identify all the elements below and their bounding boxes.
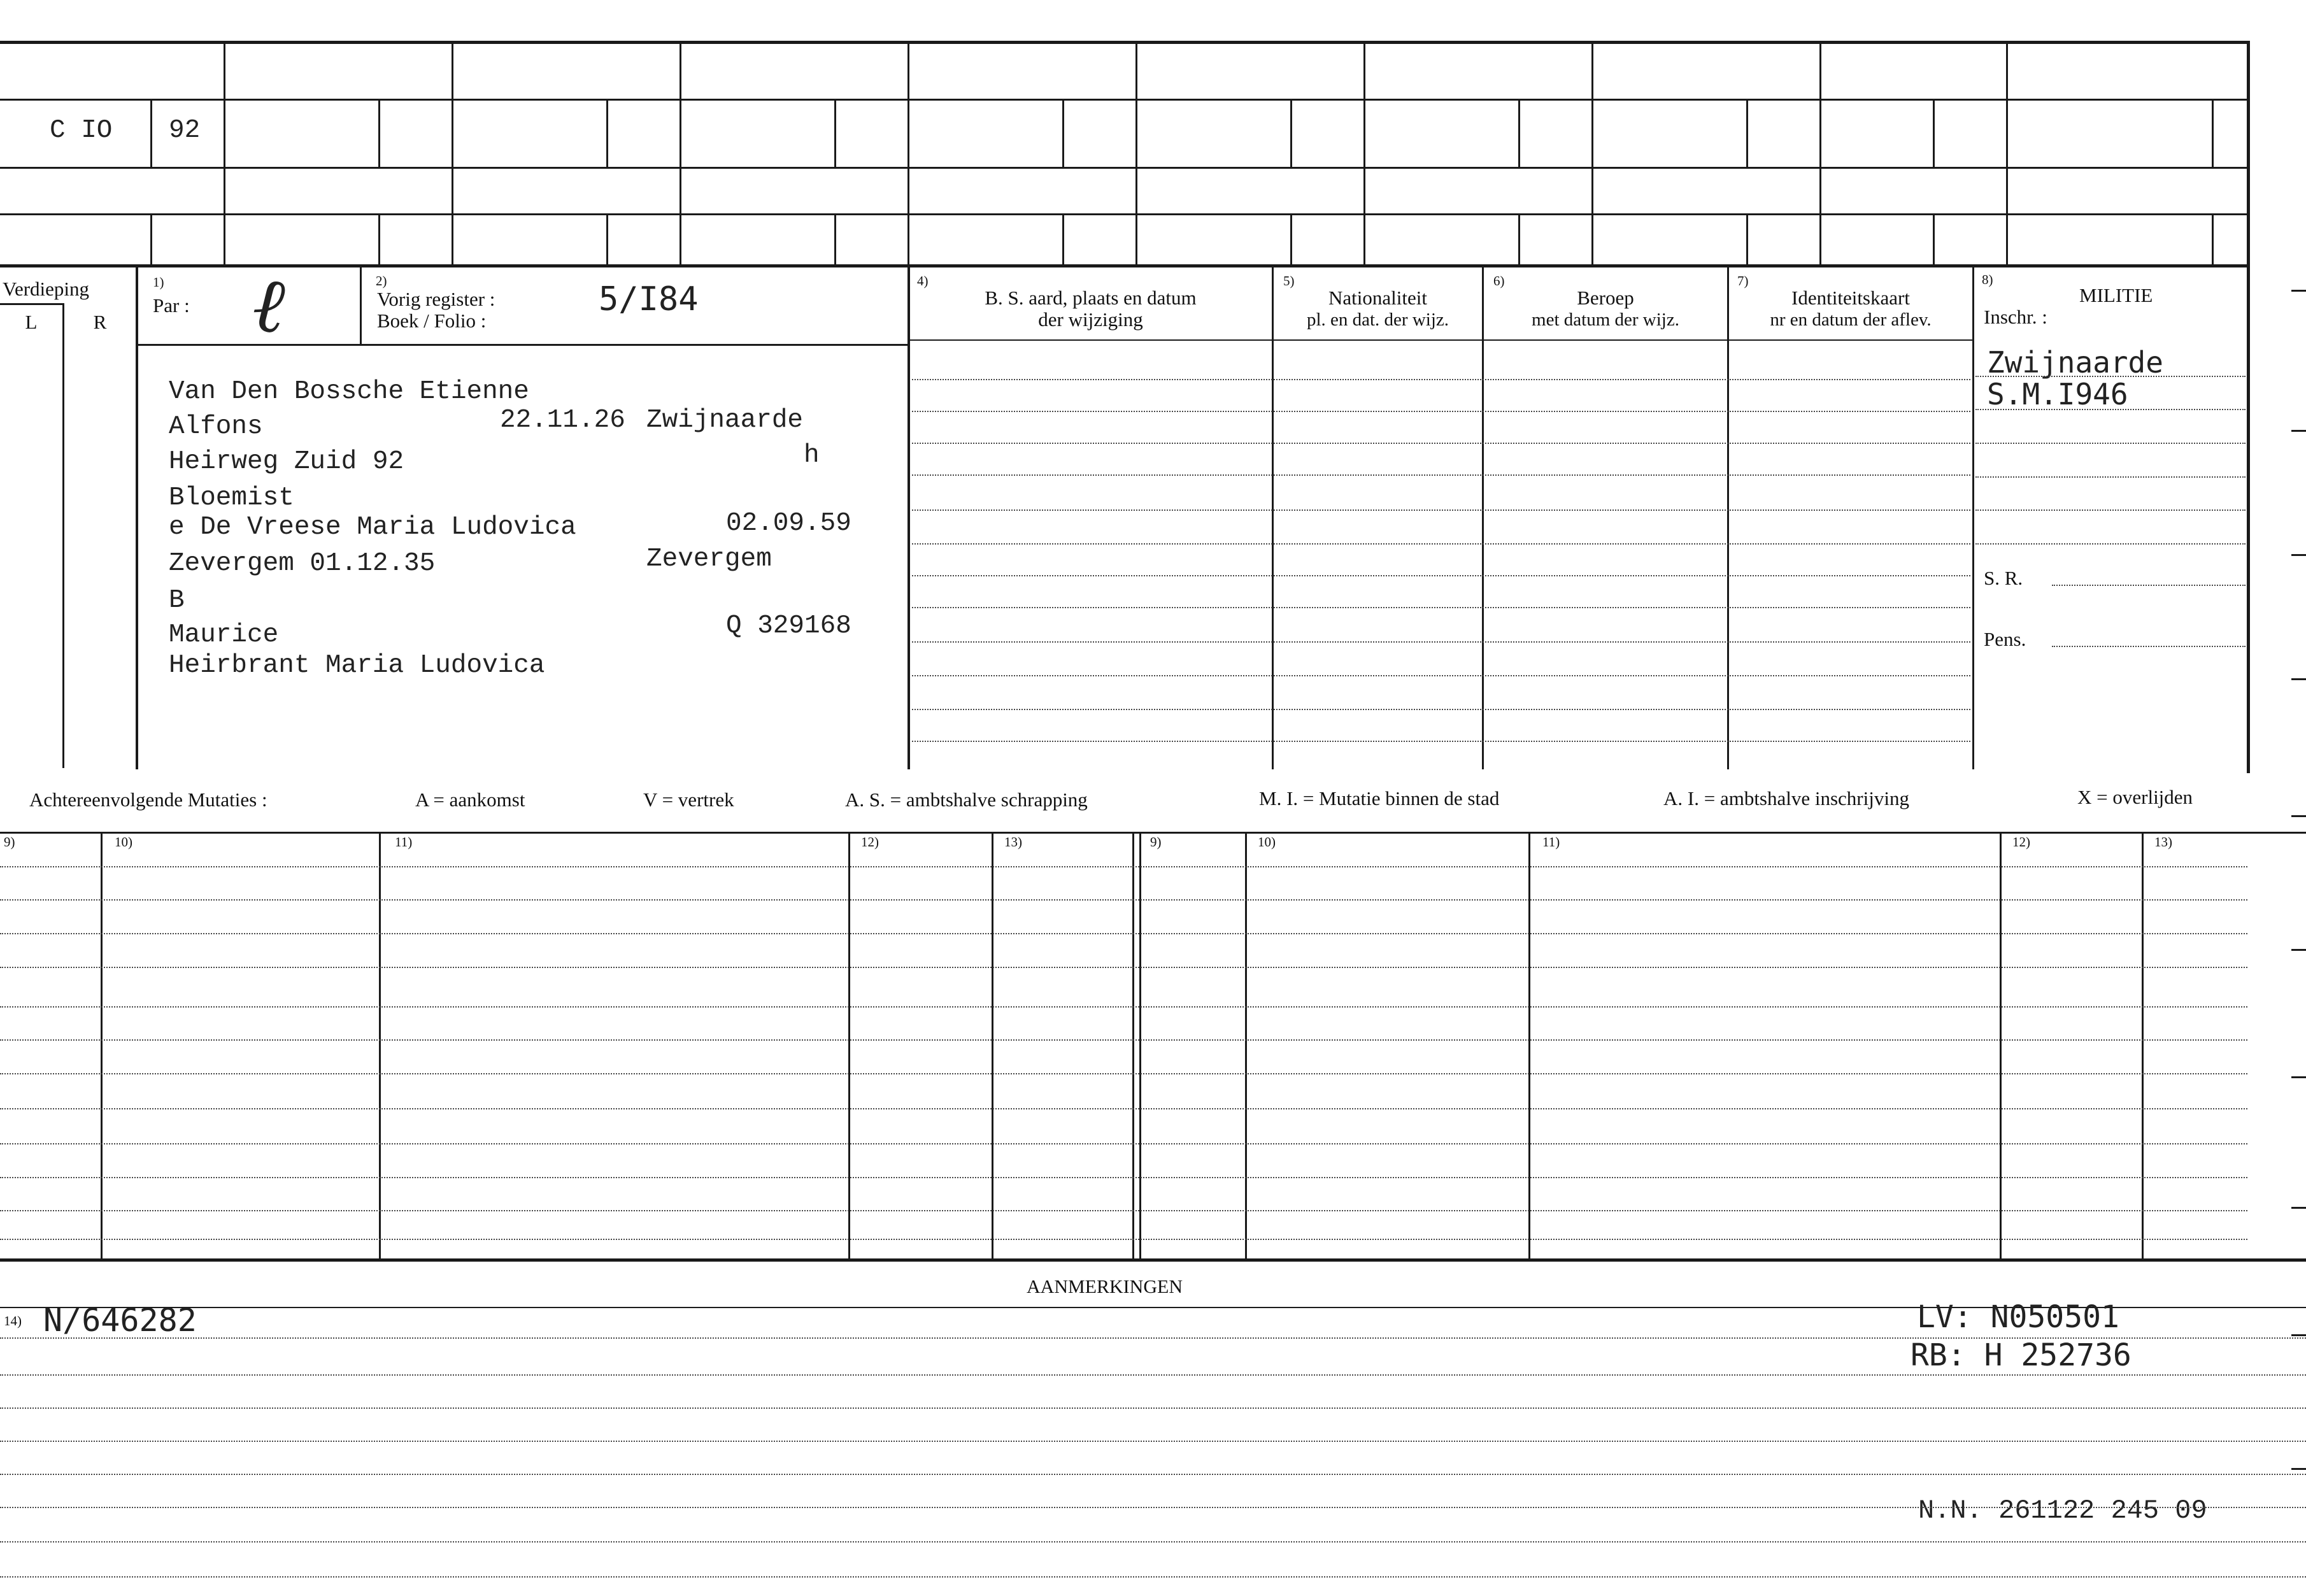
col-line <box>360 266 362 346</box>
edge-tick <box>2291 1076 2306 1078</box>
mut-row-line <box>0 1177 2247 1178</box>
grid-row-line <box>0 213 2248 215</box>
edge-tick <box>2291 290 2306 292</box>
col6-line2: met datum der wijz. <box>1532 310 1679 330</box>
pens-label: Pens. <box>1984 628 2026 650</box>
mut-row-line <box>0 1239 2247 1240</box>
c-code: C IO <box>50 116 113 145</box>
remarks-line <box>0 1407 2306 1409</box>
grid-minor-line <box>1062 99 1064 167</box>
grid-minor-line <box>1518 213 1520 264</box>
militia-line <box>1975 443 2246 444</box>
spouse: e De Vreese Maria Ludovica <box>169 513 576 542</box>
col6-line1: Beroep <box>1577 287 1634 309</box>
grid-minor-line <box>834 99 836 167</box>
mut-col-11: 11) <box>395 834 413 850</box>
col5-number: 5) <box>1283 273 1295 289</box>
rb-number: RB: H 252736 <box>1911 1337 2132 1373</box>
grid-minor-line <box>1933 213 1935 264</box>
edge-tick <box>2291 1334 2306 1336</box>
militia-line <box>1975 509 2246 511</box>
mut-row-line <box>0 967 2247 968</box>
entry-line <box>912 641 1970 643</box>
nn-number: N.N. 261122 245 09 <box>1918 1495 2207 1526</box>
mut-row-line <box>0 899 2247 901</box>
grid-minor-line <box>1933 99 1935 167</box>
grid-col-line <box>2006 41 2008 265</box>
mut-col-line <box>379 832 381 1261</box>
grid-minor-line <box>606 99 608 167</box>
grid-minor-line <box>150 99 152 167</box>
remarks-line <box>0 1576 2306 1578</box>
mut-col-12: 12) <box>861 834 879 850</box>
grid-minor-line <box>606 213 608 264</box>
edge-tick <box>2291 949 2306 951</box>
legend-inschrijving: A. I. = ambtshalve inschrijving <box>1663 787 1909 809</box>
entry-line <box>912 411 1970 412</box>
header-bottom <box>909 339 1974 341</box>
militia-line <box>1975 543 2246 545</box>
remarks-top-rule <box>0 1258 2306 1262</box>
mut-col-line <box>1245 832 1247 1261</box>
pens-line <box>2052 646 2246 647</box>
remarks-line <box>0 1541 2306 1543</box>
grid-minor-line <box>378 213 380 264</box>
mut-col-line <box>2000 832 2002 1261</box>
entry-line <box>912 575 1970 576</box>
header-divider <box>0 303 62 305</box>
person-firstname2: Alfons <box>169 412 263 441</box>
col4-line1: B. S. aard, plaats en datum <box>985 287 1197 309</box>
militia-line <box>1975 376 2246 377</box>
entry-line <box>912 509 1970 511</box>
mut-col-line <box>101 832 103 1261</box>
par-mark: ℓ <box>241 258 299 353</box>
grid-col-line <box>1363 41 1365 265</box>
grid-minor-line <box>378 99 380 167</box>
mother: Heirbrant Maria Ludovica <box>169 651 545 680</box>
remarks-line <box>0 1337 2306 1339</box>
militia-place: Zwijnaarde <box>1987 345 2163 380</box>
militie-label: MILITIE <box>2079 284 2153 306</box>
mut-col-13: 13) <box>1004 834 1022 850</box>
legend-aankomst: A = aankomst <box>415 788 525 811</box>
sr-label: S. R. <box>1984 567 2023 589</box>
marriage-place: Zevergem <box>646 545 772 574</box>
spouse-birth: Zevergem 01.12.35 <box>169 549 436 578</box>
col1-number: 1) <box>153 274 164 290</box>
militia-line <box>1975 409 2246 410</box>
militia-line <box>1975 476 2246 478</box>
sr-line <box>2052 585 2246 586</box>
grid-minor-line <box>1746 99 1748 167</box>
grid-col-line <box>1591 41 1593 265</box>
col8-number: 8) <box>1982 272 1993 287</box>
entry-line <box>912 379 1970 380</box>
mut-row-line <box>0 1039 2247 1041</box>
militia-sm: S.M.I946 <box>1987 377 2128 411</box>
col-line <box>1972 266 1974 769</box>
mut-col-line-double <box>1132 832 1134 1261</box>
c-number: 92 <box>169 116 201 145</box>
mut-row-line <box>0 1210 2247 1211</box>
legend-mutatie: M. I. = Mutatie binnen de stad <box>1259 787 1500 809</box>
mark-h: h <box>804 441 820 470</box>
mut-col-11b: 11) <box>1542 834 1560 850</box>
grid-minor-line <box>2212 213 2214 264</box>
grid-minor-line <box>834 213 836 264</box>
edge-tick <box>2291 554 2306 556</box>
col7-line2: nr en datum der aflev. <box>1770 310 1932 330</box>
mut-row-line <box>0 1143 2247 1144</box>
col-line <box>1482 266 1484 769</box>
col6-number: 6) <box>1493 273 1505 289</box>
remarks-line <box>0 1474 2306 1475</box>
edge-tick <box>2291 678 2306 680</box>
col-line <box>1727 266 1729 769</box>
col4-number: 4) <box>917 273 929 289</box>
grid-minor-line <box>2212 99 2214 167</box>
marriage-date: 02.09.59 <box>726 509 851 538</box>
mut-col-line <box>992 832 993 1261</box>
grid-minor-line <box>1518 99 1520 167</box>
entry-line <box>912 474 1970 476</box>
par-label: Par : <box>153 294 190 317</box>
verdieping-label: Verdieping <box>3 278 90 300</box>
right-border <box>2247 41 2250 773</box>
mut-row-line <box>0 866 2247 867</box>
entry-line <box>912 741 1970 742</box>
grid-col-line <box>1819 41 1821 265</box>
id-number: Q 329168 <box>726 611 851 641</box>
mark-b: B <box>169 586 185 615</box>
grid-minor-line <box>1290 99 1292 167</box>
legend-vertrek: V = vertrek <box>643 788 734 811</box>
grid-minor-line <box>1746 213 1748 264</box>
mut-col-9: 9) <box>4 834 15 850</box>
edge-tick <box>2291 1468 2306 1470</box>
grid-minor-line <box>1290 213 1292 264</box>
mut-col-13b: 13) <box>2154 834 2172 850</box>
col4-line2: der wijziging <box>1038 308 1143 331</box>
mut-col-line-double <box>1139 832 1141 1261</box>
father: Maurice <box>169 620 279 650</box>
entry-line <box>912 443 1970 444</box>
remarks-number: 14) <box>4 1313 22 1329</box>
address: Heirweg Zuid 92 <box>169 447 404 476</box>
mut-col-line <box>1528 832 1530 1261</box>
mut-col-12b: 12) <box>2012 834 2030 850</box>
entry-line <box>912 543 1970 545</box>
mut-col-9b: 9) <box>1150 834 1162 850</box>
col7-line1: Identiteitskaart <box>1791 287 1910 309</box>
verdieping-l: L <box>25 311 38 333</box>
grid-col-line <box>907 41 909 265</box>
mut-col-10: 10) <box>115 834 132 850</box>
grid-minor-line <box>150 213 152 264</box>
data-box-right <box>907 266 910 769</box>
birth-place: Zwijnaarde <box>646 406 804 435</box>
grid-row-line <box>0 99 2248 101</box>
col5-line1: Nationaliteit <box>1328 287 1427 309</box>
edge-tick <box>2291 430 2306 432</box>
col-line <box>1272 266 1274 769</box>
grid-col-line <box>224 41 225 265</box>
grid-minor-line <box>1062 213 1064 264</box>
legend-overlijden: X = overlijden <box>2077 786 2193 808</box>
profession: Bloemist <box>169 483 294 513</box>
entry-line <box>912 709 1970 710</box>
verdieping-r: R <box>93 311 107 333</box>
lv-number: LV: N050501 <box>1917 1299 2119 1335</box>
col2-number: 2) <box>376 273 387 289</box>
mutations-top-rule <box>0 832 2306 834</box>
entry-line <box>912 607 1970 608</box>
grid-col-line <box>1135 41 1137 265</box>
register-value: 5/I84 <box>599 280 699 318</box>
col-left-edge <box>136 266 138 769</box>
entry-line <box>912 675 1970 676</box>
grid-col-line <box>680 41 681 265</box>
grid-row-line <box>0 264 2248 267</box>
legend-schrapping: A. S. = ambtshalve schrapping <box>845 788 1088 811</box>
vorig-register-label: Vorig register : <box>377 288 495 310</box>
grid-col-line <box>452 41 453 265</box>
edge-tick <box>2291 815 2306 817</box>
remarks-title: AANMERKINGEN <box>1027 1276 1183 1297</box>
edge-tick <box>2291 1207 2306 1209</box>
lr-split <box>62 303 64 768</box>
birth-date: 22.11.26 <box>500 406 625 435</box>
mut-row-line <box>0 1006 2247 1008</box>
top-rule <box>0 41 2249 44</box>
mut-row-line <box>0 933 2247 934</box>
mut-row-line <box>0 1108 2247 1109</box>
col5-line2: pl. en dat. der wijz. <box>1306 310 1449 330</box>
mut-col-10b: 10) <box>1258 834 1276 850</box>
grid-row-line <box>0 167 2248 169</box>
remarks-line <box>0 1374 2306 1376</box>
person-name: Van Den Bossche Etienne <box>169 377 529 406</box>
remarks-line <box>0 1441 2306 1442</box>
remarks-line <box>0 1507 2306 1508</box>
mut-row-line <box>0 1073 2247 1074</box>
mutations-title: Achtereenvolgende Mutaties : <box>29 788 267 811</box>
mut-col-line <box>2142 832 2144 1261</box>
inschr-label: Inschr. : <box>1984 306 2047 328</box>
remarks-value: N/646282 <box>43 1302 197 1339</box>
mut-col-line <box>848 832 850 1261</box>
boek-folio-label: Boek / Folio : <box>377 310 487 332</box>
col7-number: 7) <box>1737 273 1749 289</box>
